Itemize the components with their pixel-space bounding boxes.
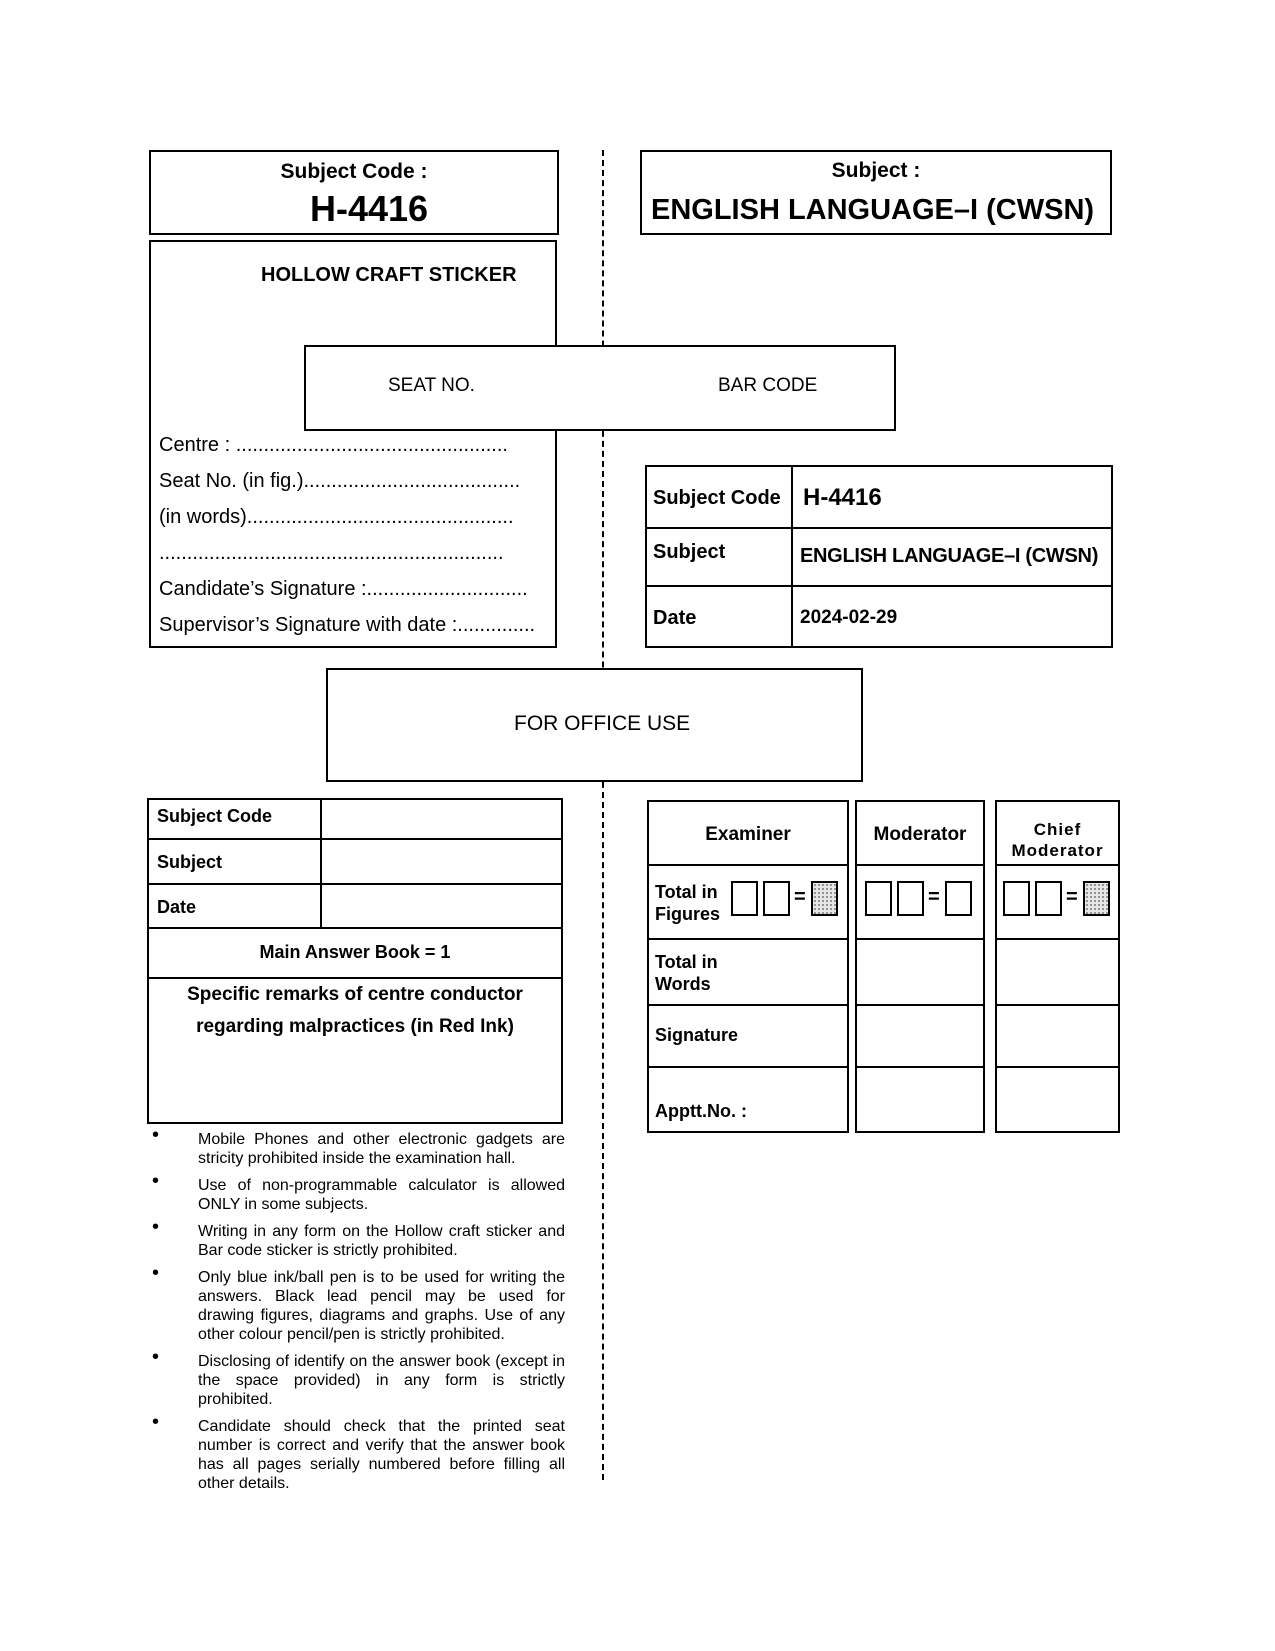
office-use-box	[326, 668, 863, 782]
moderator-figure-box-1[interactable]	[865, 881, 892, 916]
appt-no-label: Apptt.No. :	[655, 1101, 747, 1121]
centre-line: Centre : .................................................	[159, 434, 508, 456]
total-figures-label-2: Figures	[655, 904, 721, 924]
info-subject-label: Subject	[653, 541, 726, 563]
examiner-total-box[interactable]	[811, 881, 838, 916]
chief-equals: =	[1066, 886, 1078, 908]
instruction-item: • Only blue ink/ball pen is to be used for writing the answers. Black lead pencil may be used for drawing figures, diagrams and graphs. Use of any other colour pencil/pen is strictly prohibited.	[152, 1262, 565, 1343]
instruction-item: • Writing in any form on the Hollow craft sticker and Bar code sticker is strictly prohibited.	[152, 1216, 565, 1259]
seat-no-label: SEAT NO.	[388, 375, 475, 396]
remarks-line-1: Specific remarks of centre conductor	[187, 984, 523, 1005]
subject-code-value: H-4416	[309, 188, 429, 229]
signature-label: Signature	[655, 1025, 739, 1045]
instruction-item: • Candidate should check that the printed seat number is correct and verify that the answer book has all pages serially numbered before filling all other details.	[152, 1411, 565, 1492]
total-figures-label-1: Total in	[655, 882, 718, 902]
chief-moderator-header-2: Moderator	[1011, 841, 1104, 860]
chief-moderator-column	[995, 800, 1120, 1133]
seat-barcode-box	[304, 345, 896, 431]
instruction-item: • Mobile Phones and other electronic gadgets are stricity prohibited inside the examination hall.	[152, 1124, 565, 1167]
examiner-equals: =	[794, 886, 806, 908]
moderator-equals: =	[928, 886, 940, 908]
examiner-figure-box-2[interactable]	[763, 881, 790, 916]
moderator-header: Moderator	[873, 824, 967, 845]
subject-code-label: Subject Code :	[280, 160, 428, 183]
supervisor-signature-line: Supervisor’s Signature with date :..............	[159, 614, 536, 636]
total-words-label-1: Total in	[655, 952, 718, 972]
moderator-total-box[interactable]	[945, 881, 972, 916]
chief-moderator-header-1: Chief	[1033, 820, 1082, 839]
subject-code-box	[149, 150, 559, 235]
examiner-header: Examiner	[705, 824, 791, 845]
info-date-label: Date	[653, 607, 697, 629]
bullet-icon: •	[152, 1346, 160, 1368]
bullet-icon: •	[152, 1411, 160, 1433]
bullet-icon: •	[152, 1170, 160, 1192]
office-use-label: FOR OFFICE USE	[514, 712, 691, 735]
chief-total-box[interactable]	[1083, 881, 1110, 916]
hollow-craft-sticker-box	[149, 240, 557, 648]
office-left-table	[147, 798, 563, 1124]
info-table	[645, 465, 1113, 648]
remarks-line-2: regarding malpractices (in Red Ink)	[196, 1016, 514, 1037]
bullet-icon: •	[152, 1262, 160, 1284]
chief-figure-box-1[interactable]	[1003, 881, 1030, 916]
hollow-craft-sticker-title: HOLLOW CRAFT STICKER	[261, 264, 517, 286]
total-words-label-2: Words	[655, 974, 711, 994]
examiner-figure-box-1[interactable]	[731, 881, 758, 916]
instructions-list	[150, 1124, 565, 1501]
info-date-value: 2024-02-29	[800, 607, 898, 628]
info-subject-code-label: Subject Code	[653, 487, 781, 509]
subject-value: ENGLISH LANGUAGE–I (CWSN)	[651, 194, 1095, 226]
seat-no-fig-line: Seat No. (in fig.).......................................	[159, 470, 521, 492]
subject-label: Subject :	[831, 159, 921, 182]
office-date-label: Date	[157, 897, 197, 917]
moderator-figure-box-2[interactable]	[897, 881, 924, 916]
chief-figure-box-2[interactable]	[1035, 881, 1062, 916]
instruction-item: • Use of non-programmable calculator is allowed ONLY in some subjects.	[152, 1170, 565, 1213]
candidate-signature-line: Candidate’s Signature :.............................	[159, 578, 528, 600]
bullet-icon: •	[152, 1124, 160, 1146]
bar-code-label: BAR CODE	[718, 375, 818, 396]
info-subject-value: ENGLISH LANGUAGE–I (CWSN)	[800, 545, 1099, 567]
moderator-column	[855, 800, 985, 1133]
seat-no-words-line: (in words)................................................	[159, 506, 514, 528]
blank-dotted-line: ..............................................................	[159, 542, 504, 564]
office-subject-label: Subject	[157, 852, 223, 872]
examiner-column	[647, 800, 849, 1133]
subject-box	[640, 150, 1112, 235]
main-answer-book: Main Answer Book = 1	[259, 942, 451, 962]
info-subject-code-value: H-4416	[803, 484, 882, 511]
office-subject-code-label: Subject Code	[157, 806, 273, 826]
bullet-icon: •	[152, 1216, 160, 1238]
instruction-item: • Disclosing of identify on the answer book (except in the space provided) in any form is strictly prohibited.	[152, 1346, 565, 1408]
